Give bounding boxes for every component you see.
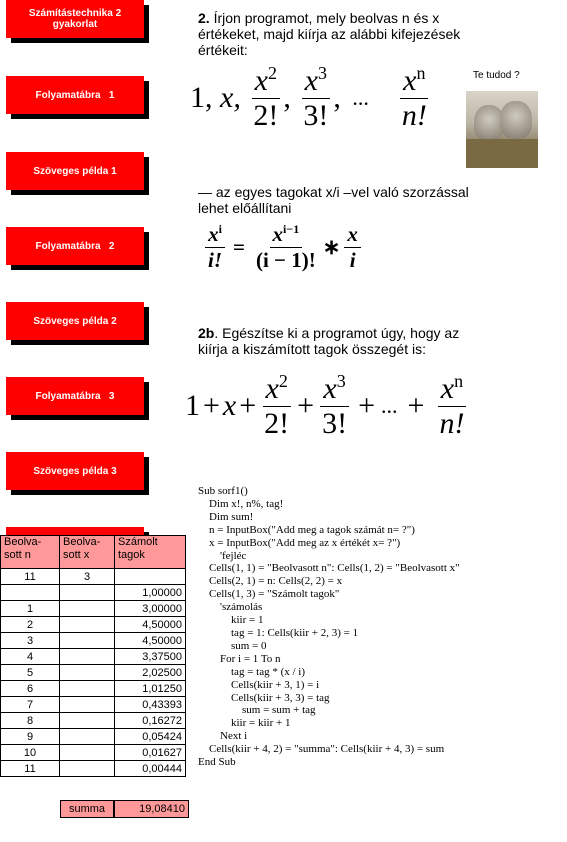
table-cell: 0,01627 <box>115 745 186 761</box>
result-sheet <box>0 535 186 777</box>
table-cell: 7 <box>1 697 60 713</box>
table-cell: 9 <box>1 729 60 745</box>
table-cell <box>60 617 115 633</box>
multiply-sign: ∗ <box>322 235 341 259</box>
table-row <box>1 697 186 713</box>
table-cell: 4,50000 <box>115 617 186 633</box>
task2-text <box>198 10 488 58</box>
fraction-x2: $\frac{x^2}{2!}$ <box>253 63 279 132</box>
table-row <box>1 601 186 617</box>
nav-label: Folyamatábra 3 <box>35 390 115 402</box>
task2b-text <box>198 325 488 357</box>
task2-number: 2. <box>198 10 210 26</box>
fraction-x3: $\frac{x^3}{3!}$ <box>322 371 348 440</box>
side-label: Te tudod ? <box>473 70 520 81</box>
table-cell: 1,01250 <box>115 681 186 697</box>
formula-dots: ... <box>352 85 369 110</box>
nav-button-szoveges-pelda-3[interactable] <box>6 452 144 490</box>
table-cell <box>60 713 115 729</box>
nav-label: Folyamatábra 2 <box>35 240 115 252</box>
table-row <box>1 585 186 601</box>
recursion-formula <box>203 222 363 273</box>
table-row <box>1 745 186 761</box>
nav-button-folyamatabra-1[interactable] <box>6 76 144 114</box>
table-cell: 11 <box>1 569 60 585</box>
table-row <box>1 633 186 649</box>
table-cell <box>60 649 115 665</box>
table-cell: 5 <box>1 665 60 681</box>
table-cell <box>1 585 60 601</box>
fraction-x2: $\frac{x^2}{2!}$ <box>264 371 290 440</box>
table-cell: 11 <box>1 761 60 777</box>
sum-value: 19,08410 <box>114 800 189 818</box>
note-text: — az egyes tagokat x/i –vel való szorzással lehet előállítani <box>198 184 469 216</box>
series-formula: 1, x, $\frac{x^2}{2!}$ , $\frac{x^3}{3!}$ , ... $\frac{x^n}{n!}$ <box>190 58 432 138</box>
equals-sign: = <box>233 235 245 259</box>
table-cell <box>60 585 115 601</box>
task2-body: Írjon programot, mely beolvas n és x értékeket, majd kiírja az alábbi kifejezések értékeit: <box>198 10 461 58</box>
header-x: Beolva-sott x <box>60 536 115 569</box>
fraction-x-over-i: $\frac{x}{i}$ <box>344 222 361 273</box>
table-cell: 0,16272 <box>115 713 186 729</box>
nav-button-szoveges-pelda-2[interactable] <box>6 302 144 340</box>
nav-button-folyamatabra-2[interactable] <box>6 227 144 265</box>
sum-formula: 1 + x + $\frac{x^2}{2!}$ + $\frac{x^3}{3!}$ + ... + $\frac{x^n}{n!}$ <box>185 366 469 446</box>
table-cell <box>60 745 115 761</box>
table-cell: 10 <box>1 745 60 761</box>
table-cell <box>60 681 115 697</box>
table-cell <box>60 633 115 649</box>
nav-label: Szöveges példa 2 <box>33 315 117 327</box>
table-cell <box>60 697 115 713</box>
nav-label: Szöveges példa 3 <box>33 465 117 477</box>
table-row <box>1 617 186 633</box>
task2b-body: . Egészítse ki a programot úgy, hogy az kiírja a kiszámított tagok összegét is: <box>198 325 460 357</box>
fraction-xi: $\frac{x^i}{i!}$ <box>205 222 225 273</box>
table-row <box>1 761 186 777</box>
sheet-header-row <box>1 536 186 569</box>
table-row <box>1 713 186 729</box>
table-cell: 1,00000 <box>115 585 186 601</box>
fraction-x3: $\frac{x^3}{3!}$ <box>303 63 329 132</box>
sum-row <box>60 800 189 818</box>
header-terms: Számolt tagok <box>115 536 186 569</box>
table-cell <box>60 601 115 617</box>
nav-button-gyakorlat[interactable] <box>6 0 144 38</box>
nav-label: Szöveges példa 1 <box>33 165 117 177</box>
table-cell: 0,43393 <box>115 697 186 713</box>
nav-label: Számítástechnika 2 gyakorlat <box>28 8 122 30</box>
table-cell <box>60 665 115 681</box>
table-cell: 4 <box>1 649 60 665</box>
vba-code: Sub sorf1() Dim x!, n%, tag! Dim sum! n = InputBox("Add meg a tagok számát n= ?") x = InputBox("Add meg az x értékét x= ?") 'fejléc Cells(1, 1) = "Beolvasott n": Cells(1, 2) = "Beolvasott x" Cells(2, 1) = n: Cells(2, 2) = x Cells(1, 3) = "Számolt tagok" 'számolás kiir = 1 tag = 1: Cells(kiir + 2, 3) = 1 sum = 0 For i = 1 To n tag = tag * (x / i) Cells(kiir + 3, 1) = i Cells(kiir + 3, 3) = tag sum = sum + tag kiir = kiir + 1 Next i Cells(kiir + 4, 2) = "summa": Cells(kiir + 4, 3) = sum End Sub <box>198 485 460 769</box>
nav-button-folyamatabra-3[interactable] <box>6 377 144 415</box>
table-cell: 3 <box>60 569 115 585</box>
table-row <box>1 681 186 697</box>
table-cell: 4,50000 <box>115 633 186 649</box>
header-n: Beolva-sott n <box>1 536 60 569</box>
table-cell: 1 <box>1 601 60 617</box>
table-cell: 0,00444 <box>115 761 186 777</box>
table-cell: 2 <box>1 617 60 633</box>
kittens-photo <box>466 91 538 168</box>
table-cell <box>60 761 115 777</box>
table-cell: 3,00000 <box>115 601 186 617</box>
table-row <box>1 649 186 665</box>
nav-label: Folyamatábra 1 <box>35 89 115 101</box>
nav-button-szoveges-pelda-1[interactable] <box>6 152 144 190</box>
fraction-xn: $\frac{x^n}{n!}$ <box>439 371 465 440</box>
formula-one: 1, <box>190 81 213 114</box>
table-cell: 3 <box>1 633 60 649</box>
task2b-number: 2b <box>198 325 215 341</box>
table-cell: 0,05424 <box>115 729 186 745</box>
table-cell <box>60 729 115 745</box>
table-cell: 8 <box>1 713 60 729</box>
fraction-xn: $\frac{x^n}{n!}$ <box>401 63 427 132</box>
table-row <box>1 665 186 681</box>
formula-x: x, <box>220 81 241 114</box>
table-row <box>1 729 186 745</box>
table-cell: 3,37500 <box>115 649 186 665</box>
table-cell: 2,02500 <box>115 665 186 681</box>
fraction-xi1: $\frac{x^{i-1}}{(i - 1)!}$ <box>255 222 316 272</box>
table-row <box>1 569 186 585</box>
table-cell: 6 <box>1 681 60 697</box>
sum-label: summa <box>60 800 114 818</box>
table-cell <box>115 569 186 585</box>
